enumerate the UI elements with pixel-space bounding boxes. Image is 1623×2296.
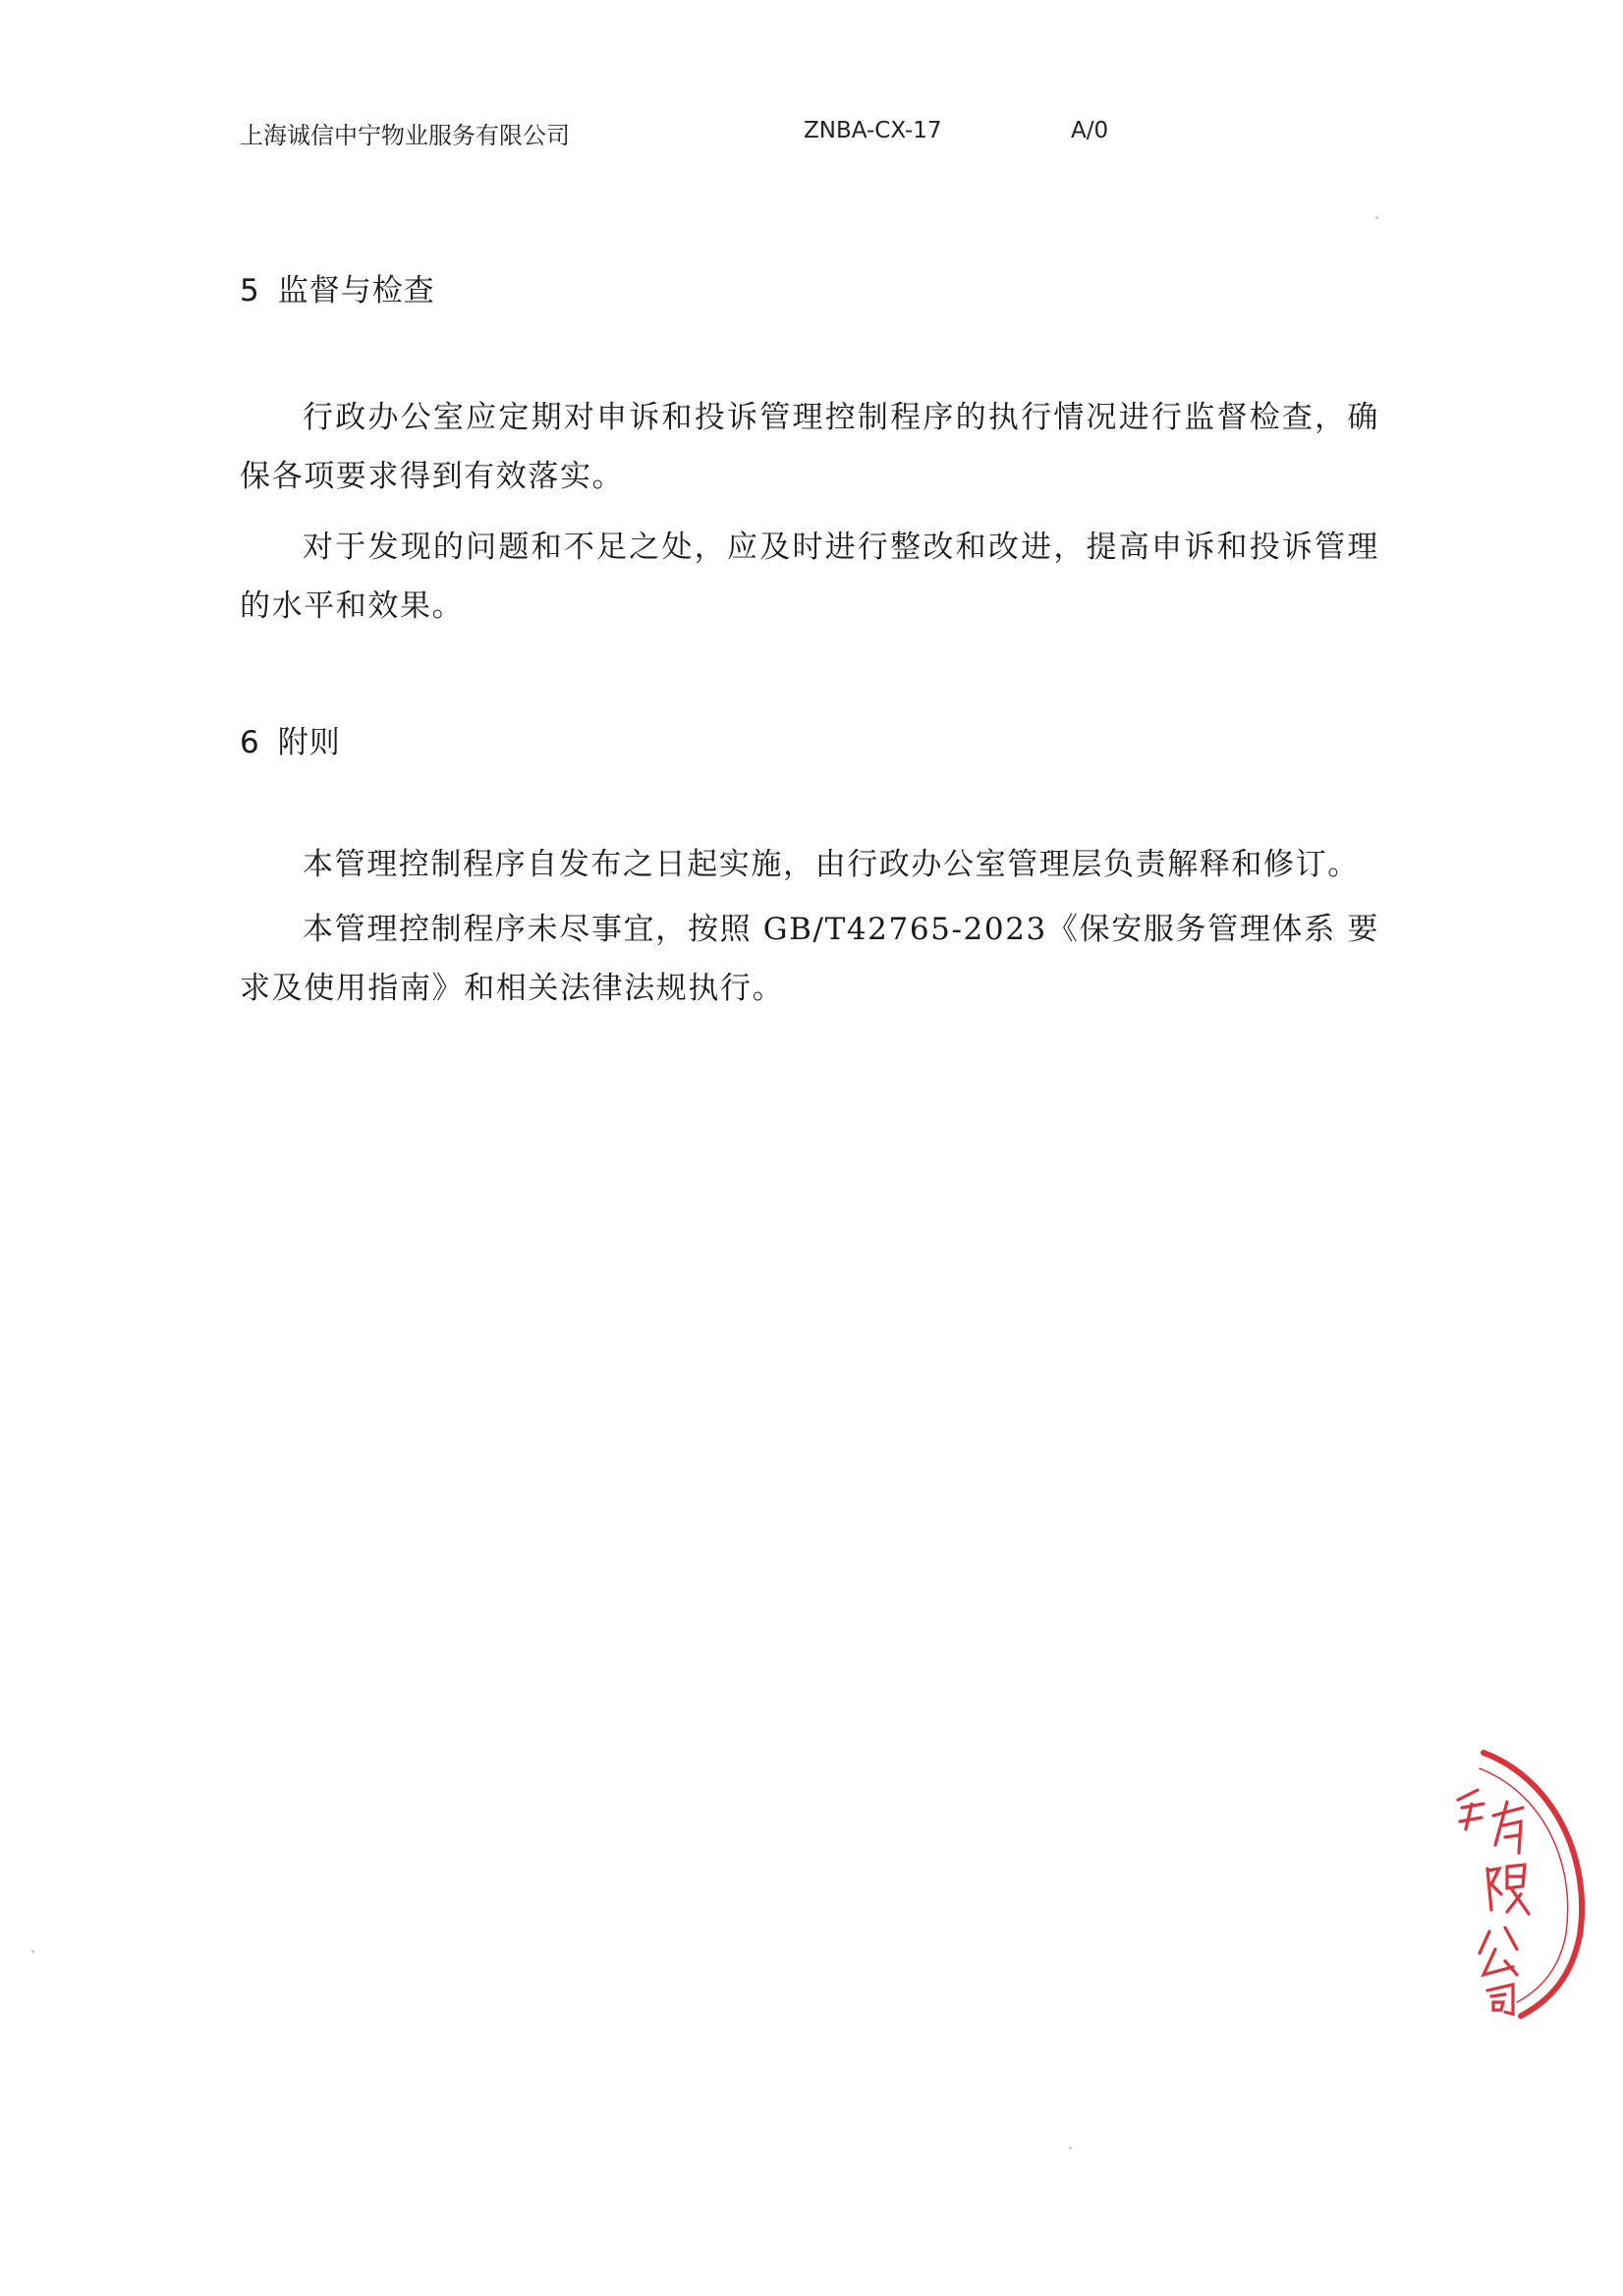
scan-speck	[1375, 216, 1378, 219]
section-6-paragraph-1: 本管理控制程序自发布之日起实施，由行政办公室管理层负责解释和修订。	[303, 847, 1360, 882]
scan-speck	[31, 1950, 34, 1953]
section-number: 6	[240, 725, 260, 760]
scan-speck	[1069, 2147, 1072, 2150]
revision-number: A/0	[1071, 118, 1109, 143]
section-number: 5	[240, 273, 260, 308]
page-header	[240, 116, 1222, 155]
section-5-paragraph-2: 对于发现的问题和不足之处，应及时进行整改和改进，提高申诉和投诉管理的水平和效果。	[240, 530, 1379, 624]
section-6-paragraph-2: 本管理控制程序未尽事宜，按照 GB/T42765-2023《保安服务管理体系 要求及使用指南》和相关法律法规执行。	[240, 912, 1379, 1006]
section-5-paragraph-1: 行政办公室应定期对申诉和投诉管理控制程序的执行情况进行监督检查，确保各项要求得到有效落实。	[240, 400, 1379, 494]
section-6-heading	[240, 717, 341, 761]
section-title: 监督与检查	[277, 273, 435, 308]
document-code: ZNBA-CX-17	[804, 118, 942, 143]
section-5-heading	[240, 265, 435, 309]
company-seal-stamp	[1444, 1739, 1592, 2024]
company-name: 上海诚信中宁物业服务有限公司	[240, 122, 570, 149]
section-title: 附则	[277, 725, 341, 760]
